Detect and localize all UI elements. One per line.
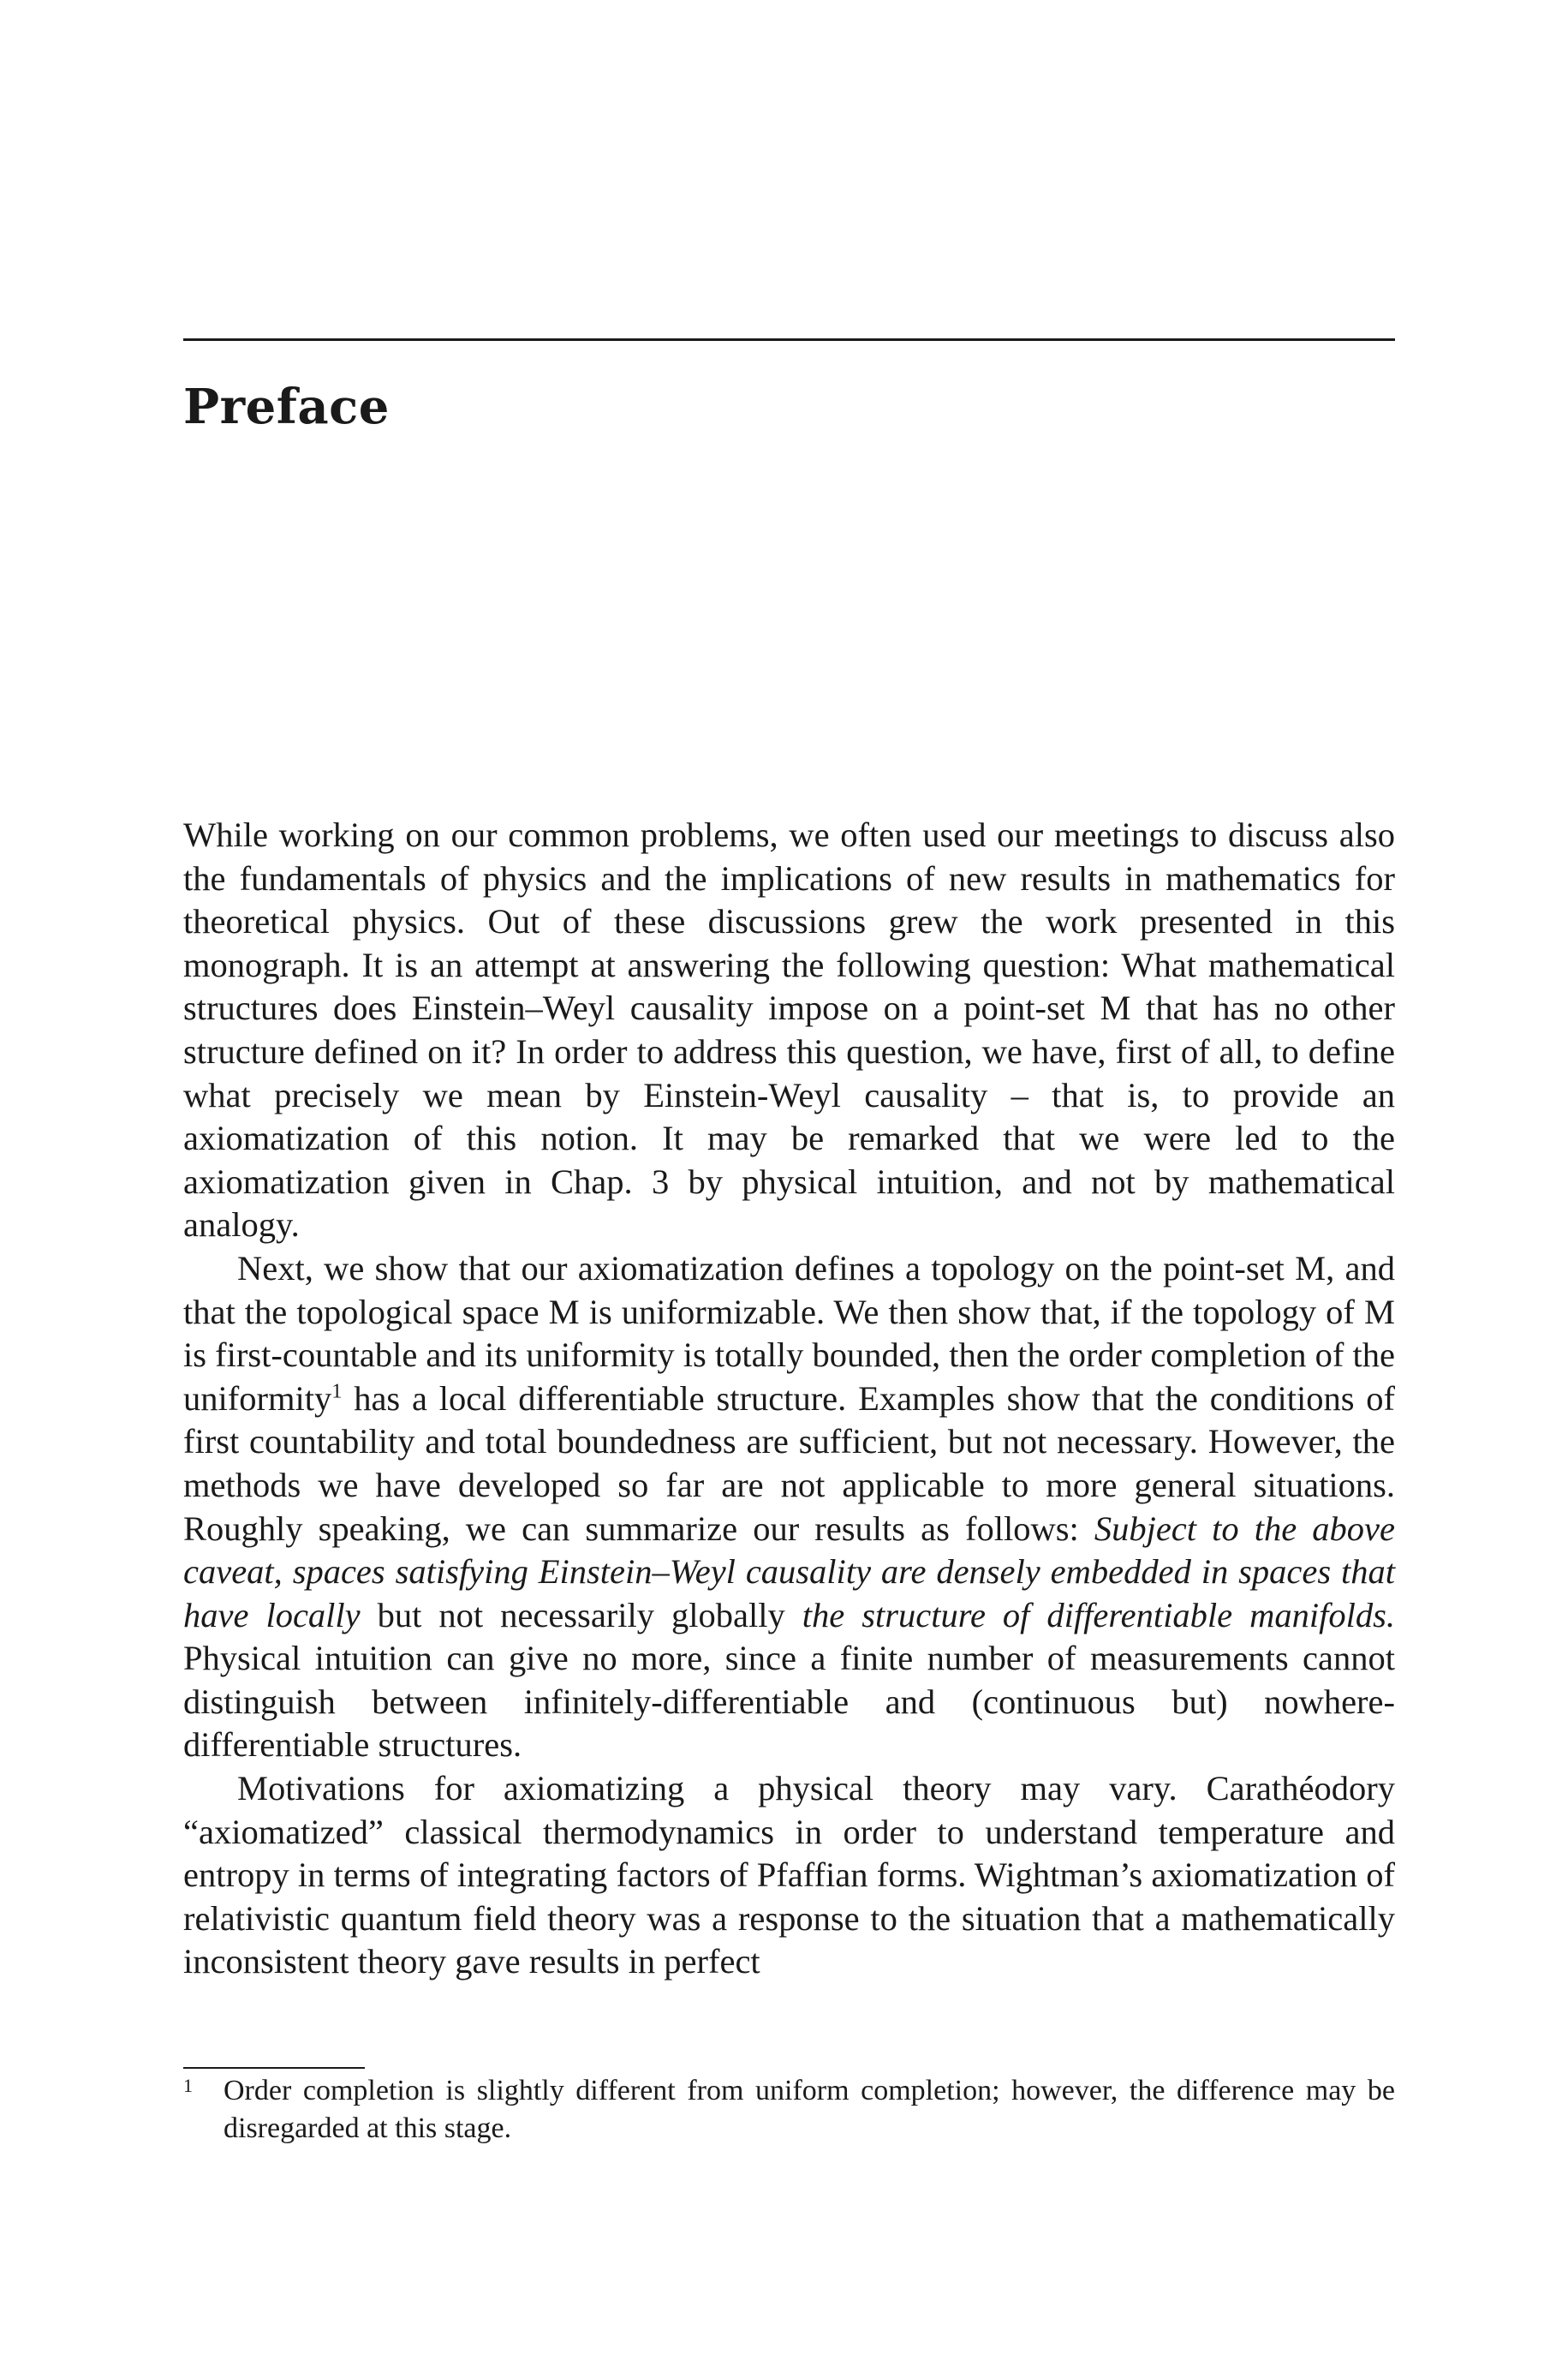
footnote-text: Order completion is slightly different from uniform completion; however, the difference may be disregarded at this stage. [224, 2075, 1395, 2144]
paragraph-2-italic-a: Subject to the above caveat, spaces satisfying Einstein–Weyl causality are densely embedded in spaces that have locally [183, 1509, 1395, 1634]
footnote-reference[interactable]: 1 [331, 1379, 343, 1403]
paragraph-2 [183, 1247, 1395, 1767]
paragraph-2-text-d: Physical intuition can give no more, since a finite number of measurements cannot distinguish between infinitely-differentiable and (continuous but) nowhere-differentiable structures. [183, 1639, 1395, 1765]
footnote-mark: 1 [183, 2075, 193, 2096]
footnote [183, 2072, 1395, 2148]
paragraph-2-italic-b: the structure of differentiable manifolds. [802, 1595, 1395, 1634]
paragraph-2-text-b: has a local differentiable structure. Examples show that the conditions of first countability and total boundedness are sufficient, but not necessary. However, the methods we have developed so far are not applicable to more general situations. Roughly speaking, we can summarize our results as follows: [183, 1378, 1395, 1548]
footnote-rule [183, 2067, 365, 2069]
paragraph-1: While working on our common problems, we often used our meetings to discuss also the fundamentals of physics and the implications of new results in mathematics for theoretical physics. Out of these discussions grew the work presented in this monograph. It is an attempt at answering the following question: What mathematical structures does Einstein–Weyl causality impose on a point-set M that has no other structure defined on it? In order to address this question, we have, first of all, to define what precisely we mean by Einstein-Weyl causality – that is, to provide an axiomatization of this notion. It may be remarked that we were led to the axiomatization given in Chap. 3 by physical intuition, and not by mathematical analogy. [183, 816, 1395, 1245]
chapter-title: Preface [183, 379, 390, 435]
paragraph-2-text-c: but not necessarily globally [360, 1595, 802, 1634]
paragraph-3: Motivations for axiomatizing a physical theory may vary. Carathéodory “axiomatized” classical thermodynamics in order to understand temperature and entropy in terms of integrating factors of Pfaffian forms. Wightman’s axiomatization of relativistic quantum field theory was a response to the situation that a mathematically inconsistent theory gave results in perfect [183, 1769, 1395, 1981]
paragraph-2-text-a: Next, we show that our axiomatization defines a topology on the point-set M, and that the topological space M is uniformizable. We then show that, if the topology of M is first-countable and its uniformity is totally bounded, then the order completion of the uniformity [183, 1248, 1395, 1418]
chapter-rule [183, 338, 1395, 341]
body-text [183, 814, 1395, 1984]
